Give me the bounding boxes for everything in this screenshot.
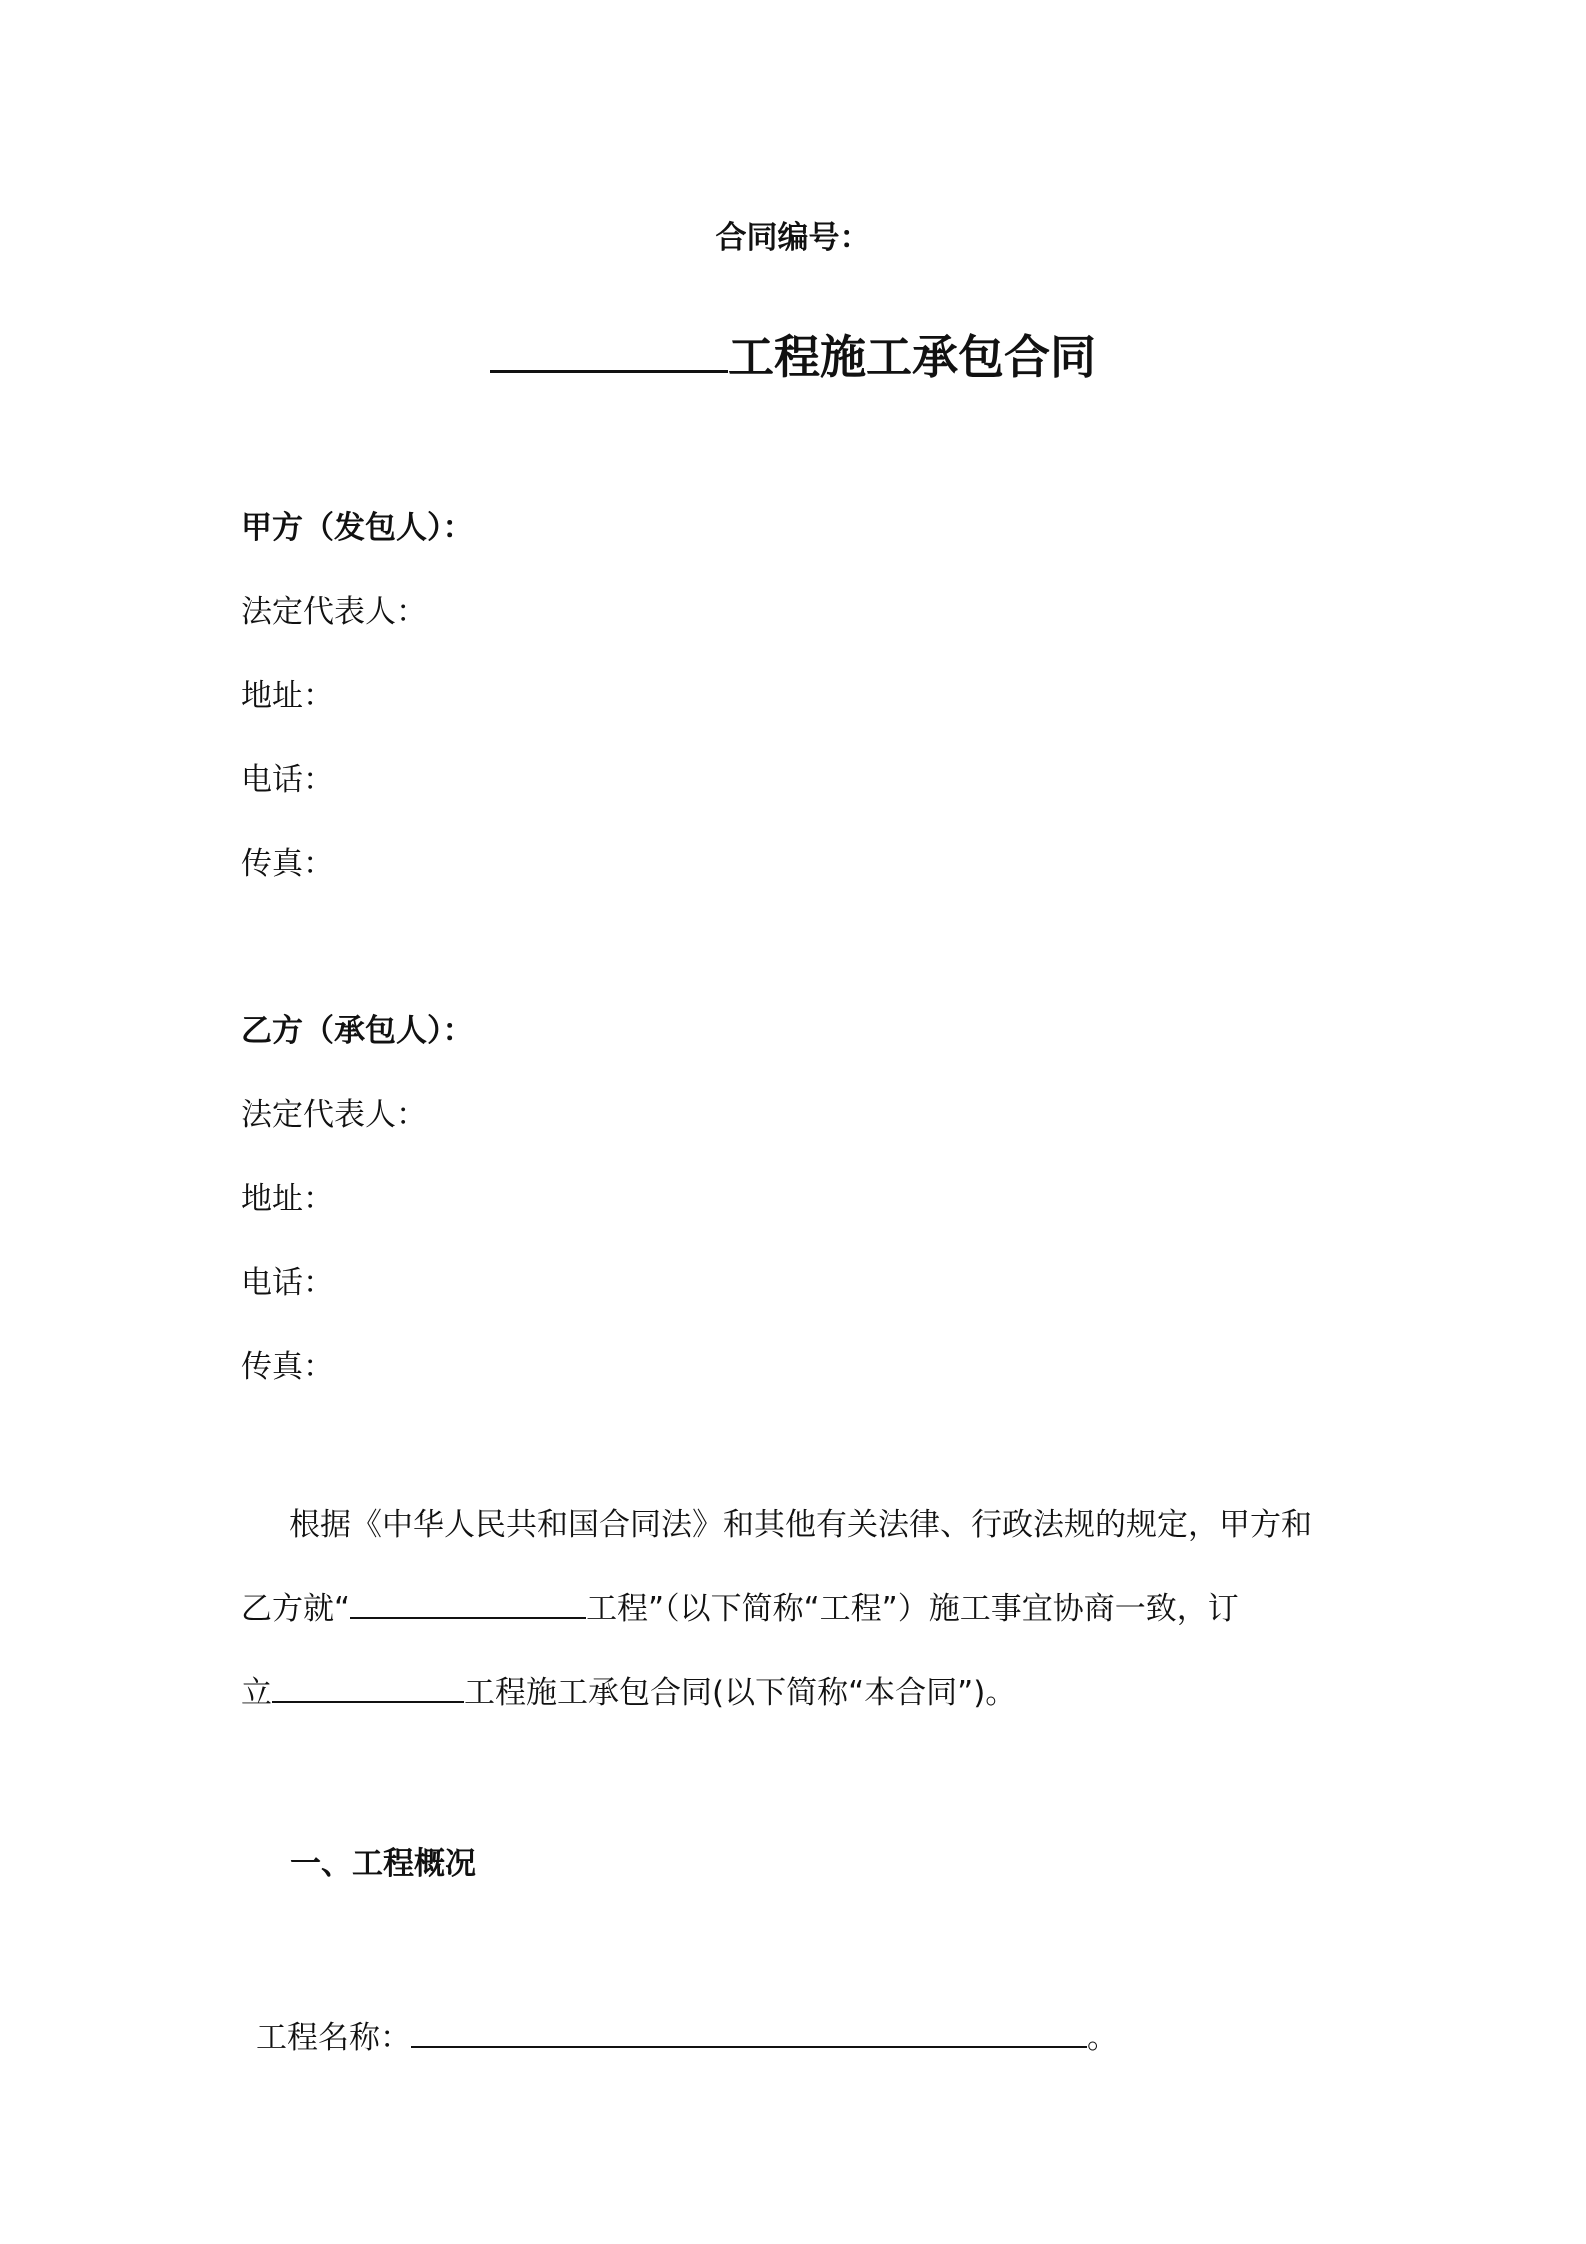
preamble-line-3-prefix: 立 xyxy=(241,1675,272,1711)
contract-blank-line[interactable] xyxy=(272,1671,464,1703)
party-b-address: 地址： xyxy=(241,1181,334,1217)
party-b-fax: 传真： xyxy=(241,1349,334,1385)
project-name-blank-line[interactable] xyxy=(411,2016,1087,2048)
party-b-heading: 乙方（承包人）： xyxy=(241,1013,474,1049)
document-title xyxy=(0,322,1586,388)
title-blank-line[interactable] xyxy=(490,322,728,373)
party-a-address: 地址： xyxy=(241,678,334,714)
preamble-line-2-suffix: 工程”（以下简称“工程”）施工事宜协商一致，订 xyxy=(586,1591,1239,1627)
preamble-line-2 xyxy=(241,1567,1351,1651)
preamble-line-3-suffix: 工程施工承包合同(以下简称“本合同”)。 xyxy=(464,1675,1017,1711)
project-name-end: 。 xyxy=(1087,2020,1118,2056)
project-name-label: 工程名称： xyxy=(256,2020,411,2056)
project-name-row xyxy=(256,2012,1118,2057)
preamble-line-3 xyxy=(241,1651,1351,1735)
preamble-paragraph xyxy=(241,1483,1351,1735)
title-text: 工程施工承包合同 xyxy=(728,330,1096,384)
party-a-fax: 传真： xyxy=(241,846,334,882)
party-a-legal-rep: 法定代表人： xyxy=(241,594,427,630)
party-b-phone: 电话： xyxy=(241,1265,334,1301)
preamble-line-2-prefix: 乙方就“ xyxy=(241,1591,351,1627)
preamble-line-1: 根据《中华人民共和国合同法》和其他有关法律、行政法规的规定，甲方和 xyxy=(289,1507,1312,1543)
party-b-legal-rep: 法定代表人： xyxy=(241,1097,427,1133)
party-a-phone: 电话： xyxy=(241,762,334,798)
project-blank-line[interactable] xyxy=(350,1587,586,1619)
contract-number-label: 合同编号： xyxy=(715,220,871,256)
section-1-heading: 一、工程概况 xyxy=(290,1846,476,1882)
party-a-heading: 甲方（发包人）： xyxy=(241,510,474,546)
